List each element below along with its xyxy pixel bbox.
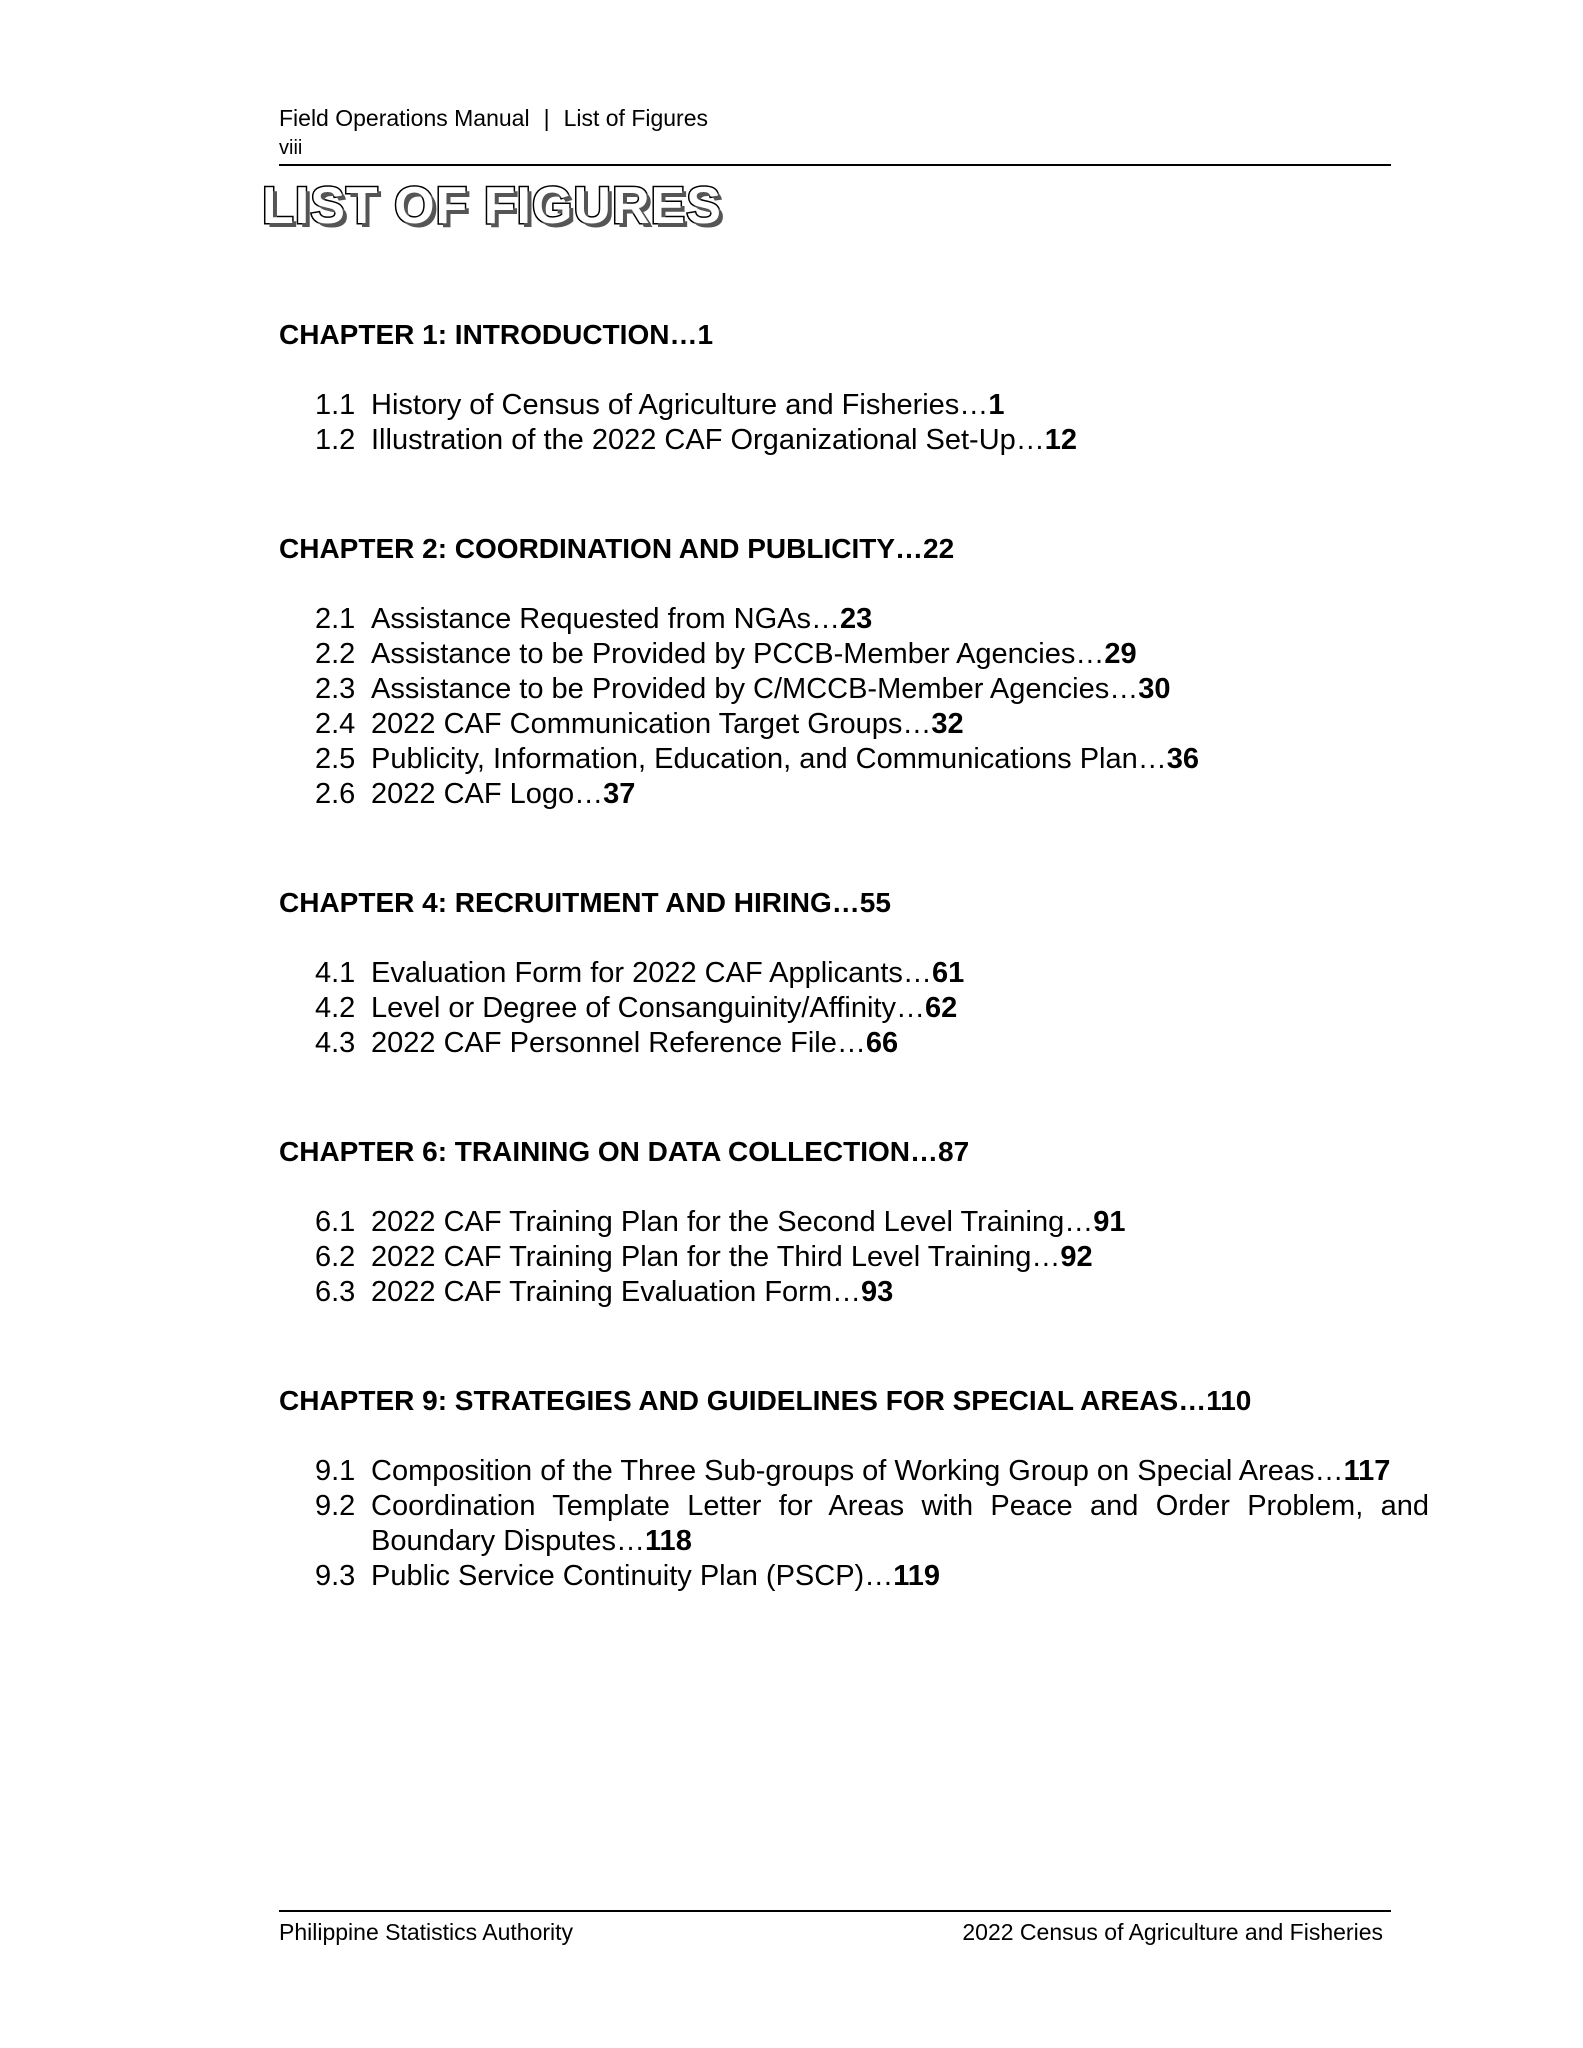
figure-entry [315, 1240, 1429, 1275]
figure-page-number: 12 [1044, 424, 1078, 456]
figure-title [371, 388, 1429, 423]
figure-title-text: 2022 CAF Training Evaluation Form… [371, 1276, 861, 1308]
figure-title [371, 602, 1429, 637]
figure-title-text: 2022 CAF Training Plan for the Third Level Training… [371, 1241, 1061, 1273]
figure-page-number: 119 [893, 1560, 940, 1592]
chapter-heading: CHAPTER 6: TRAINING ON DATA COLLECTION…87 [279, 1136, 970, 1167]
figure-page-number: 37 [603, 778, 636, 810]
figure-entry [315, 777, 1429, 812]
figure-number: 9.3 [315, 1560, 356, 1592]
figure-page-number: 32 [931, 708, 964, 740]
footer-organization: Philippine Statistics Authority [279, 1919, 574, 1945]
figure-entry [315, 602, 1429, 637]
figure-page-number: 1 [988, 389, 1005, 421]
figure-entry [315, 1489, 1429, 1559]
figure-number: 6.3 [315, 1276, 356, 1308]
figure-number: 2.3 [315, 673, 356, 705]
figure-title-text: Illustration of the 2022 CAF Organizational Set-Up… [371, 424, 1045, 456]
page-number: viii [279, 137, 303, 159]
figure-entry [315, 423, 1429, 458]
figure-entry [315, 1205, 1429, 1240]
figure-number: 2.4 [315, 708, 356, 740]
figure-title-text: Coordination Template Letter for Areas with Peace and Order Problem, and Boundary Disputes… [371, 1490, 1429, 1557]
figure-title-text: Level or Degree of Consanguinity/Affinity… [371, 992, 925, 1024]
figure-entry [315, 1275, 1429, 1310]
figure-page-number: 118 [645, 1525, 692, 1557]
figure-page-number: 61 [931, 957, 965, 989]
figure-title [371, 742, 1429, 777]
figure-number: 6.1 [315, 1206, 356, 1238]
running-header [279, 104, 708, 132]
figure-entry [315, 1026, 1429, 1061]
chapter-heading: CHAPTER 4: RECRUITMENT AND HIRING…55 [279, 887, 891, 918]
figure-page-number: 91 [1093, 1206, 1126, 1238]
chapter-heading: CHAPTER 1: INTRODUCTION…1 [279, 319, 714, 350]
figure-entry [315, 991, 1429, 1026]
page-title: LIST OF FIGURES [262, 177, 722, 235]
figure-entry [315, 672, 1429, 707]
figure-title [371, 672, 1429, 707]
header-divider [279, 164, 1391, 166]
figure-number: 2.1 [315, 603, 356, 635]
section-title: List of Figures [563, 105, 709, 131]
figure-number: 1.1 [315, 389, 356, 421]
figure-number: 2.5 [315, 743, 356, 775]
figure-title [371, 1559, 1429, 1594]
chapter-heading: CHAPTER 2: COORDINATION AND PUBLICITY…22 [279, 533, 955, 564]
figure-title [371, 1454, 1429, 1489]
figure-title-text: 2022 CAF Training Plan for the Second Level Training… [371, 1206, 1094, 1238]
figure-title [371, 1275, 1429, 1310]
figure-title-text: Publicity, Information, Education, and Communications Plan… [371, 743, 1167, 775]
figure-number: 4.1 [315, 957, 356, 989]
figure-number: 2.2 [315, 638, 356, 670]
chapter-section [279, 1384, 1429, 1594]
figure-page-number: 29 [1104, 638, 1137, 670]
figure-number: 1.2 [315, 424, 356, 456]
figure-title-text: Assistance to be Provided by PCCB-Member Agencies… [371, 638, 1105, 670]
chapter-section [279, 318, 1429, 458]
figure-title-text: 2022 CAF Personnel Reference File… [371, 1027, 866, 1059]
chapter-section [279, 532, 1429, 812]
chapter-section [279, 886, 1429, 1061]
figure-number: 4.2 [315, 992, 356, 1024]
figure-title [371, 1489, 1429, 1559]
figure-entry [315, 388, 1429, 423]
figure-title-text: Evaluation Form for 2022 CAF Applicants… [371, 957, 932, 989]
figure-number: 2.6 [315, 778, 356, 810]
figure-title-text: Public Service Continuity Plan (PSCP)… [371, 1560, 894, 1592]
figure-entry [315, 1454, 1429, 1489]
figure-title-text: History of Census of Agriculture and Fisheries… [371, 389, 989, 421]
figure-title-text: Assistance Requested from NGAs… [371, 603, 841, 635]
figure-entry [315, 637, 1429, 672]
figure-entry [315, 707, 1429, 742]
figure-title [371, 707, 1429, 742]
footer-publication: 2022 Census of Agriculture and Fisheries [962, 1919, 1383, 1945]
figure-number: 4.3 [315, 1027, 356, 1059]
figure-page-number: 30 [1138, 673, 1171, 705]
figure-page-number: 62 [925, 992, 958, 1024]
figure-entry [315, 956, 1429, 991]
figure-entry [315, 1559, 1429, 1594]
figure-title [371, 1240, 1429, 1275]
figure-title [371, 777, 1429, 812]
figure-list [279, 318, 1429, 1668]
figure-title-text: 2022 CAF Logo… [371, 778, 604, 810]
figure-title [371, 637, 1429, 672]
figure-title [371, 991, 1429, 1026]
figure-page-number: 117 [1343, 1455, 1391, 1487]
figure-title-text: Composition of the Three Sub-groups of Working Group on Special Areas… [371, 1455, 1344, 1487]
figure-page-number: 93 [861, 1276, 894, 1308]
figure-number: 9.2 [315, 1490, 356, 1522]
figure-entry [315, 742, 1429, 777]
chapter-section [279, 1135, 1429, 1310]
manual-title: Field Operations Manual [279, 105, 530, 131]
figure-page-number: 92 [1060, 1241, 1093, 1273]
figure-title [371, 1026, 1429, 1061]
figure-page-number: 66 [865, 1027, 899, 1059]
figure-number: 9.1 [315, 1455, 356, 1487]
figure-page-number: 23 [840, 603, 873, 635]
footer-divider [279, 1910, 1391, 1912]
figure-title-text: 2022 CAF Communication Target Groups… [371, 708, 932, 740]
figure-title-text: Assistance to be Provided by C/MCCB-Member Agencies… [371, 673, 1139, 705]
figure-page-number: 36 [1166, 743, 1200, 775]
header-separator: | [543, 105, 550, 131]
figure-title [371, 956, 1429, 991]
figure-title [371, 1205, 1429, 1240]
figure-number: 6.2 [315, 1241, 356, 1273]
chapter-heading: CHAPTER 9: STRATEGIES AND GUIDELINES FOR SPECIAL AREAS…110 [279, 1385, 1252, 1416]
figure-title [371, 423, 1429, 458]
